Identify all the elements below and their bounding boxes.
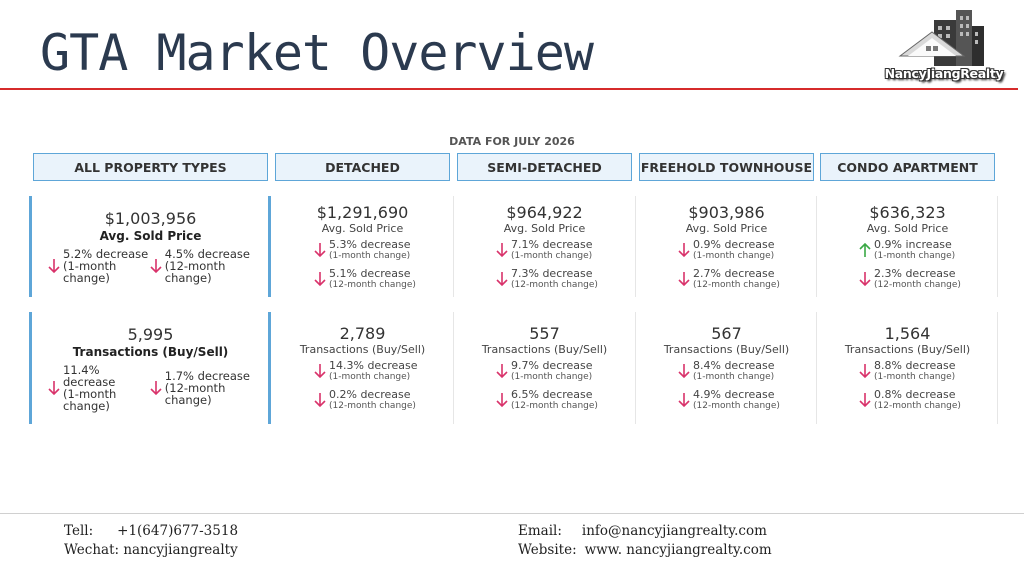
column-separator <box>816 196 817 297</box>
footer-phone <box>64 523 238 539</box>
change-12-month <box>858 268 995 290</box>
arrow-down-icon <box>495 242 509 258</box>
change-period: (1-month change) <box>874 372 956 382</box>
change-12-month <box>677 268 814 290</box>
all-avg-price-label: Avg. Sold Price <box>99 229 202 243</box>
change-text: 1.7% decrease <box>164 369 250 383</box>
website-label: Website: <box>518 542 577 558</box>
column-header-detached: DETACHED <box>275 153 450 181</box>
arrow-down-icon <box>858 271 872 287</box>
change-text: 5.3% decrease <box>329 238 411 251</box>
column-separator <box>453 196 454 297</box>
arrow-up-icon <box>858 242 872 258</box>
change-12-month <box>677 389 814 411</box>
phone-value: +1(647)677-3518 <box>117 523 239 539</box>
freehold-townhouse-price-cell <box>639 204 814 290</box>
change-12-month <box>858 389 995 411</box>
semi-detached-price-cell <box>457 204 632 290</box>
arrow-down-icon <box>495 363 509 379</box>
arrow-down-icon <box>677 392 691 408</box>
column-separator <box>816 312 817 424</box>
column-header-semi-detached: SEMI-DETACHED <box>457 153 632 181</box>
footer-email <box>518 523 767 539</box>
metric-label: Avg. Sold Price <box>685 222 768 235</box>
change-period: (1-month change) <box>329 251 411 261</box>
arrow-down-icon <box>858 363 872 379</box>
accent-bar <box>29 196 32 297</box>
change-text: change) <box>164 271 212 285</box>
change-text: 11.4% <box>63 363 100 377</box>
change-1-month <box>495 239 632 261</box>
column-header-condo-apartment: CONDO APARTMENT <box>820 153 995 181</box>
metric-label: Transactions (Buy/Sell) <box>663 343 790 356</box>
all-transactions-cell <box>33 326 268 412</box>
change-period: (12-month change) <box>511 401 598 411</box>
change-text: 0.9% decrease <box>693 238 775 251</box>
change-text: 5.2% decrease <box>63 247 149 261</box>
change-period: (12-month change) <box>874 401 961 411</box>
change-text: change) <box>164 393 212 407</box>
change-text: 4.9% decrease <box>693 388 775 401</box>
metric-label: Transactions (Buy/Sell) <box>481 343 608 356</box>
column-separator <box>997 312 998 424</box>
change-1-month <box>858 239 995 261</box>
all-transactions-value: 5,995 <box>127 325 174 344</box>
arrow-down-icon <box>47 380 61 396</box>
arrow-down-icon <box>677 242 691 258</box>
change-text: 0.8% decrease <box>874 388 956 401</box>
accent-bar <box>29 312 32 424</box>
change-period: (1-month change) <box>693 372 775 382</box>
change-1-month <box>677 239 814 261</box>
change-period: (1-month change) <box>874 251 956 261</box>
column-separator <box>635 196 636 297</box>
all-transactions-label: Transactions (Buy/Sell) <box>72 345 229 359</box>
metric-label: Transactions (Buy/Sell) <box>299 343 426 356</box>
column-header-all: ALL PROPERTY TYPES <box>33 153 268 181</box>
metric-value: 1,564 <box>884 324 931 343</box>
metric-label: Transactions (Buy/Sell) <box>844 343 971 356</box>
column-separator <box>453 312 454 424</box>
change-period: (12-month change) <box>329 401 416 411</box>
change-text: 6.5% decrease <box>511 388 593 401</box>
condo-apartment-price-cell <box>820 204 995 290</box>
arrow-down-icon <box>47 258 61 274</box>
email-value[interactable]: info@nancyjiangrealty.com <box>581 523 767 539</box>
column-separator <box>635 312 636 424</box>
column-header-freehold-townhouse: FREEHOLD TOWNHOUSE <box>639 153 814 181</box>
page-title: GTA Market Overview <box>40 24 593 82</box>
metric-label: Avg. Sold Price <box>503 222 586 235</box>
all-price-cell <box>33 210 268 284</box>
company-logo <box>874 6 1014 86</box>
change-period: (1-month change) <box>511 372 593 382</box>
footer-website <box>518 542 772 558</box>
change-text: 8.8% decrease <box>874 359 956 372</box>
change-text: (1-month <box>63 259 117 273</box>
building-house-logo-icon <box>874 6 1014 68</box>
change-text: 7.1% decrease <box>511 238 593 251</box>
detached-price-cell <box>275 204 450 290</box>
change-text: (12-month <box>164 259 226 273</box>
change-text: 9.7% decrease <box>511 359 593 372</box>
change-period: (1-month change) <box>693 251 775 261</box>
arrow-down-icon <box>313 242 327 258</box>
arrow-down-icon <box>149 380 163 396</box>
arrow-down-icon <box>858 392 872 408</box>
change-1-month <box>313 360 450 382</box>
change-period: (12-month change) <box>693 280 780 290</box>
condo-apartment-transactions-cell <box>820 325 995 411</box>
change-text: 5.1% decrease <box>329 267 411 280</box>
all-price-12m-change <box>149 248 250 284</box>
change-text: change) <box>63 399 110 413</box>
change-period: (1-month change) <box>329 372 411 382</box>
change-text: 4.5% decrease <box>164 247 250 261</box>
metric-label: Avg. Sold Price <box>866 222 949 235</box>
metric-value: $964,922 <box>506 203 583 222</box>
change-text: decrease <box>63 375 116 389</box>
arrow-down-icon <box>313 363 327 379</box>
all-trans-12m-change <box>149 364 250 412</box>
arrow-down-icon <box>495 271 509 287</box>
phone-label: Tell: <box>64 523 94 539</box>
change-text: (12-month <box>164 381 226 395</box>
change-text: 7.3% decrease <box>511 267 593 280</box>
arrow-down-icon <box>677 363 691 379</box>
logo-text: NancyJiangRealty <box>884 66 1004 81</box>
change-12-month <box>495 268 632 290</box>
change-period: (1-month change) <box>511 251 593 261</box>
freehold-townhouse-transactions-cell <box>639 325 814 411</box>
change-1-month <box>313 239 450 261</box>
change-text: 2.7% decrease <box>693 267 775 280</box>
metric-value: $636,323 <box>869 203 946 222</box>
change-period: (12-month change) <box>329 280 416 290</box>
change-1-month <box>858 360 995 382</box>
all-avg-price: $1,003,956 <box>104 209 197 228</box>
metric-value: $1,291,690 <box>316 203 409 222</box>
change-1-month <box>677 360 814 382</box>
arrow-down-icon <box>313 392 327 408</box>
change-period: (12-month change) <box>693 401 780 411</box>
change-text: 8.4% decrease <box>693 359 775 372</box>
arrow-down-icon <box>495 392 509 408</box>
change-text: 14.3% decrease <box>329 359 418 372</box>
metric-value: $903,986 <box>688 203 765 222</box>
arrow-down-icon <box>313 271 327 287</box>
website-value[interactable]: www. nancyjiangrealty.com <box>584 542 772 558</box>
change-text: 0.9% increase <box>874 238 952 251</box>
arrow-down-icon <box>149 258 163 274</box>
all-price-1m-change <box>47 248 148 284</box>
metric-value: 557 <box>529 324 560 343</box>
metric-label: Avg. Sold Price <box>321 222 404 235</box>
change-12-month <box>495 389 632 411</box>
data-period-label: DATA FOR JULY 2026 <box>449 135 575 148</box>
semi-detached-transactions-cell <box>457 325 632 411</box>
footer-divider <box>0 513 1024 514</box>
email-label: Email: <box>518 523 562 539</box>
arrow-down-icon <box>677 271 691 287</box>
change-1-month <box>495 360 632 382</box>
title-divider <box>0 88 1018 90</box>
change-text: (1-month <box>63 387 117 401</box>
column-separator <box>997 196 998 297</box>
metric-value: 567 <box>711 324 742 343</box>
metric-value: 2,789 <box>339 324 386 343</box>
change-text: 2.3% decrease <box>874 267 956 280</box>
detached-transactions-cell <box>275 325 450 411</box>
accent-bar <box>268 196 271 297</box>
change-12-month <box>313 389 450 411</box>
change-12-month <box>313 268 450 290</box>
change-period: (12-month change) <box>511 280 598 290</box>
change-text: 0.2% decrease <box>329 388 411 401</box>
footer-wechat: Wechat: nancyjiangrealty <box>64 542 238 558</box>
change-period: (12-month change) <box>874 280 961 290</box>
all-trans-1m-change <box>47 364 116 412</box>
accent-bar <box>268 312 271 424</box>
change-text: change) <box>63 271 110 285</box>
